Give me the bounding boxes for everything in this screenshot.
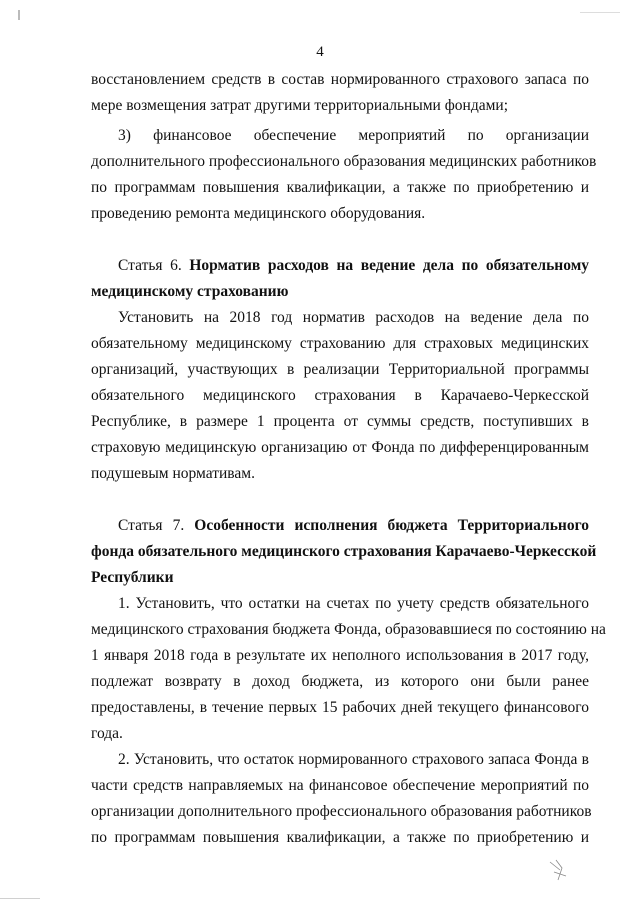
article-title: Норматив расходов на ведение дела по обязательному bbox=[189, 257, 589, 274]
text-line: по программам повышения квалификации, а также по приобретению и bbox=[91, 179, 589, 196]
text-line: дополнительного профессионального образования медицинских работников bbox=[91, 153, 597, 170]
text-line: Республике, в размере 1 процента от суммы средств, поступивших в bbox=[91, 413, 589, 430]
text-line: проведению ремонта медицинского оборудования. bbox=[91, 205, 426, 222]
scan-scribble bbox=[546, 856, 572, 886]
article-6-heading bbox=[118, 256, 589, 276]
text-line: организаций, участвующих в реализации Территориальной программы bbox=[91, 361, 589, 378]
text-line: организации дополнительного профессионального образования работников bbox=[91, 803, 592, 820]
list-item-3: 3) финансовое обеспечение мероприятий по организации bbox=[118, 127, 589, 144]
text-line: 1. Установить, что остатки на счетах по учету средств обязательного bbox=[118, 595, 589, 612]
article-title-cont: фонда обязательного медицинского страхования Карачаево-Черкесской bbox=[91, 543, 597, 560]
scan-mark bbox=[580, 12, 620, 13]
text-line: обязательному медицинскому страхованию для страховых медицинских bbox=[91, 335, 589, 352]
article-title-cont: медицинскому страхованию bbox=[91, 283, 289, 300]
text-line: подлежат возврату в доход бюджета, из которого они были ранее bbox=[91, 673, 589, 690]
text-line: 2. Установить, что остаток нормированного страхового запаса Фонда в bbox=[118, 751, 589, 768]
article-label: Статья 6. bbox=[118, 257, 182, 274]
text-line: 1 января 2018 года в результате их неполного использования в 2017 году, bbox=[91, 647, 589, 664]
scan-mark bbox=[0, 898, 40, 899]
article-7-heading bbox=[118, 516, 589, 536]
page-number: 4 bbox=[316, 44, 324, 60]
text-line: обязательного медицинского страхования в Карачаево-Черкесской bbox=[91, 387, 589, 404]
text-line: подушевым нормативам. bbox=[91, 465, 255, 482]
text-line: страховую медицинскую организацию от Фонда по дифференцированным bbox=[91, 439, 589, 456]
scan-mark bbox=[18, 10, 20, 20]
text-line: предоставлены, в течение первых 15 рабочих дней текущего финансового bbox=[91, 699, 589, 716]
article-title-cont: Республики bbox=[91, 569, 174, 586]
text-line: медицинского страхования бюджета Фонда, образовавшиеся по состоянию на bbox=[91, 621, 606, 638]
text-line: мере возмещения затрат другими территориальными фондами; bbox=[91, 97, 508, 114]
text-line: Установить на 2018 год норматив расходов на ведение дела по bbox=[118, 309, 589, 326]
article-title: Особенности исполнения бюджета Территориального bbox=[194, 517, 589, 534]
article-label: Статья 7. bbox=[118, 517, 185, 534]
text-line: по программам повышения квалификации, а также по приобретению и bbox=[91, 829, 589, 846]
text-line: восстановлением средств в состав нормированного страхового запаса по bbox=[91, 71, 589, 88]
text-line: части средств направляемых на финансовое обеспечение мероприятий по bbox=[91, 777, 589, 794]
text-line: года. bbox=[91, 725, 123, 742]
